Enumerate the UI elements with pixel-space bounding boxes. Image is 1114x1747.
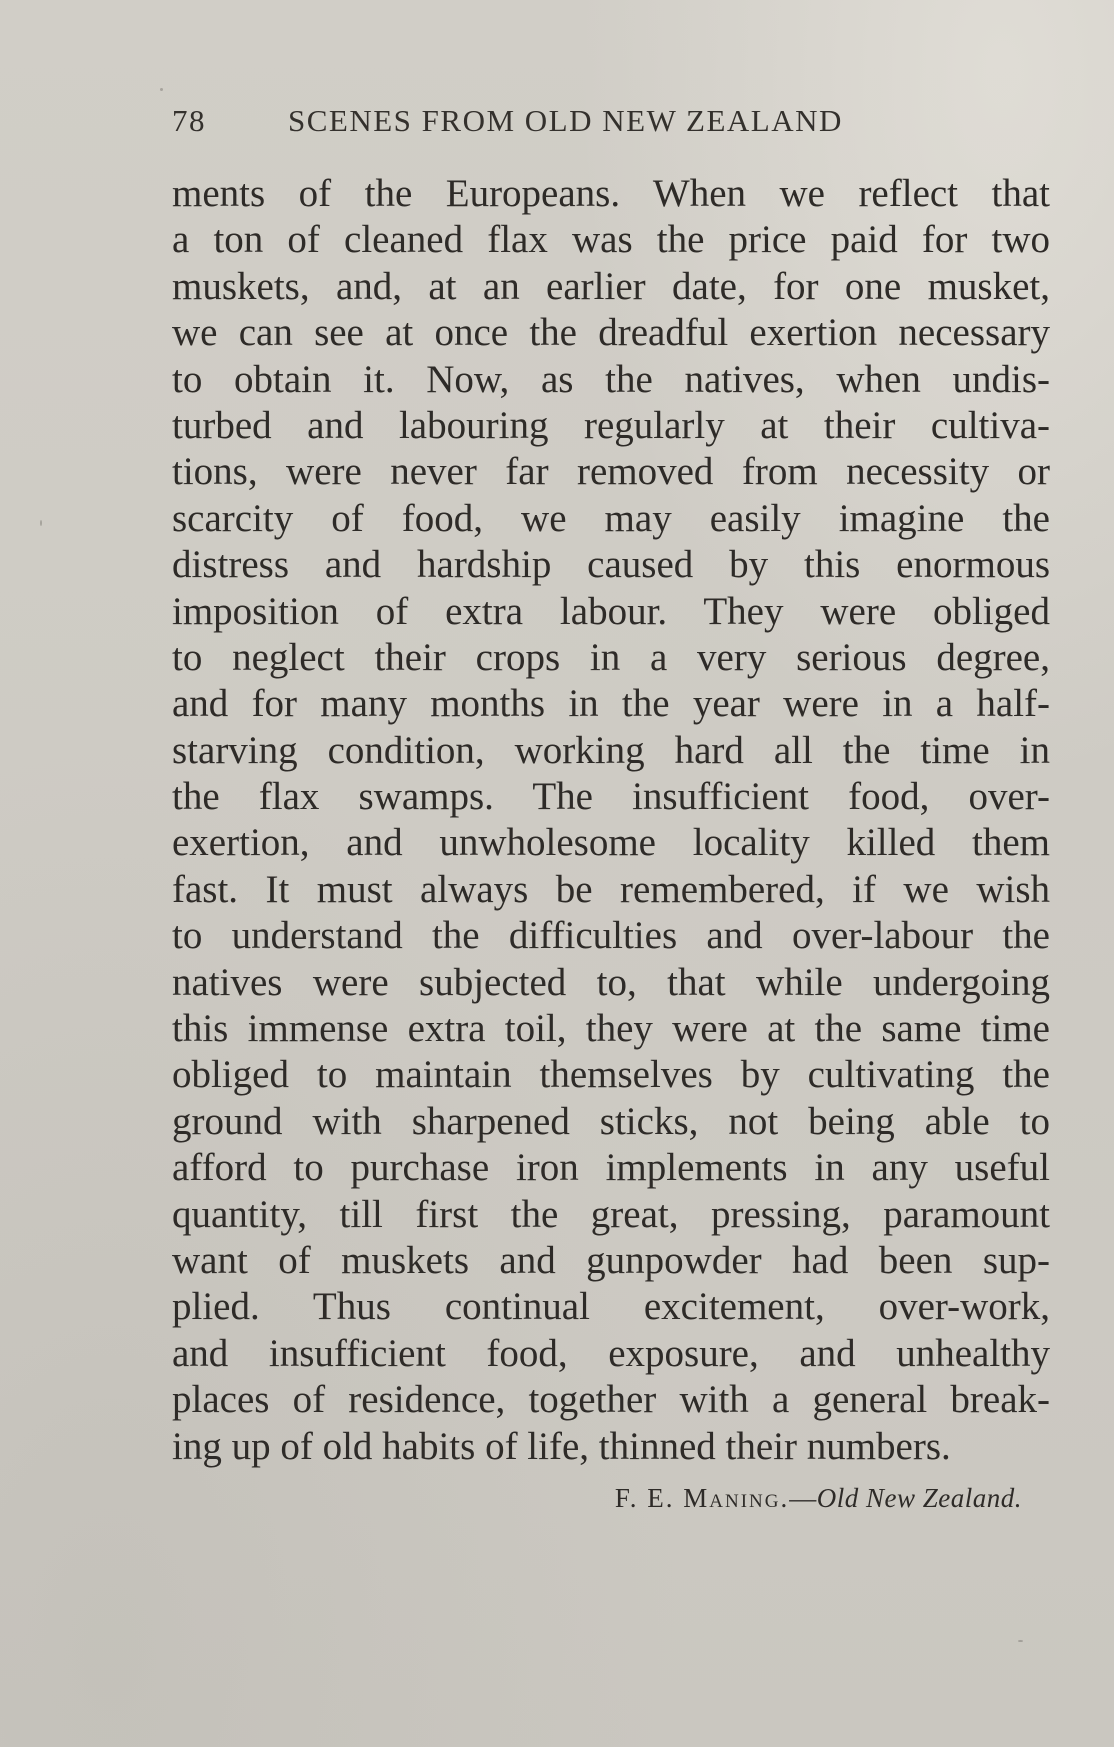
text-line: ments of the Europeans. When we reflect that bbox=[172, 172, 1050, 215]
body-paragraph bbox=[172, 171, 1050, 1470]
text-line: places of residence, together with a general break- bbox=[172, 1378, 1050, 1422]
text-line: plied. Thus continual excitement, over-work, bbox=[172, 1285, 1050, 1329]
page-number: 78 bbox=[172, 103, 206, 138]
paper-speck bbox=[160, 88, 163, 91]
text-line: scarcity of food, we may easily imagine the bbox=[172, 496, 1050, 540]
text-line: quantity, till first the great, pressing, paramount bbox=[172, 1192, 1050, 1236]
text-line: starving condition, working hard all the time in bbox=[172, 728, 1050, 772]
text-line: muskets, and, at an earlier date, for one musket, bbox=[172, 264, 1050, 308]
paper-speck bbox=[40, 520, 42, 526]
text-line: afford to purchase iron implements in any useful bbox=[172, 1146, 1050, 1190]
text-line: natives were subjected to, that while undergoing bbox=[172, 960, 1050, 1004]
text-line: distress and hardship caused by this enormous bbox=[172, 543, 1050, 587]
text-line: fast. It must always be remembered, if we wish bbox=[172, 867, 1050, 911]
text-line: this immense extra toil, they were at the same time bbox=[172, 1007, 1050, 1051]
text-line: the flax swamps. The insufficient food, over- bbox=[172, 775, 1050, 819]
text-line: to obtain it. Now, as the natives, when undis- bbox=[172, 357, 1050, 401]
attribution-dash: — bbox=[789, 1483, 817, 1513]
text-line: and insufficient food, exposure, and unhealthy bbox=[172, 1331, 1050, 1375]
attribution bbox=[615, 1483, 1022, 1514]
text-line-last: ing up of old habits of life, thinned their numbers. bbox=[172, 1424, 951, 1468]
running-head bbox=[172, 103, 930, 143]
text-line: imposition of extra labour. They were obliged bbox=[172, 589, 1050, 633]
text-line: and for many months in the year were in a half- bbox=[172, 682, 1050, 726]
attribution-author: F. E. Maning. bbox=[614, 1483, 790, 1513]
running-title: SCENES FROM OLD NEW ZEALAND bbox=[288, 103, 843, 138]
text-line: to understand the difficulties and over-labour the bbox=[172, 914, 1050, 958]
text-line: obliged to maintain themselves by cultivating the bbox=[172, 1053, 1050, 1097]
text-line: want of muskets and gunpowder had been sup- bbox=[172, 1238, 1050, 1282]
paper-speck bbox=[1018, 1640, 1023, 1642]
text-line: tions, were never far removed from necessity or bbox=[172, 450, 1050, 494]
text-line: to neglect their crops in a very serious degree, bbox=[172, 635, 1050, 679]
text-line: ground with sharpened sticks, not being able to bbox=[172, 1099, 1050, 1143]
text-line: turbed and labouring regularly at their cultiva- bbox=[172, 403, 1050, 447]
attribution-work: Old New Zealand. bbox=[816, 1483, 1022, 1513]
text-line: a ton of cleaned flax was the price paid for two bbox=[172, 218, 1050, 262]
text-line: we can see at once the dreadful exertion necessary bbox=[172, 311, 1050, 355]
text-line: exertion, and unwholesome locality killed them bbox=[172, 821, 1050, 865]
